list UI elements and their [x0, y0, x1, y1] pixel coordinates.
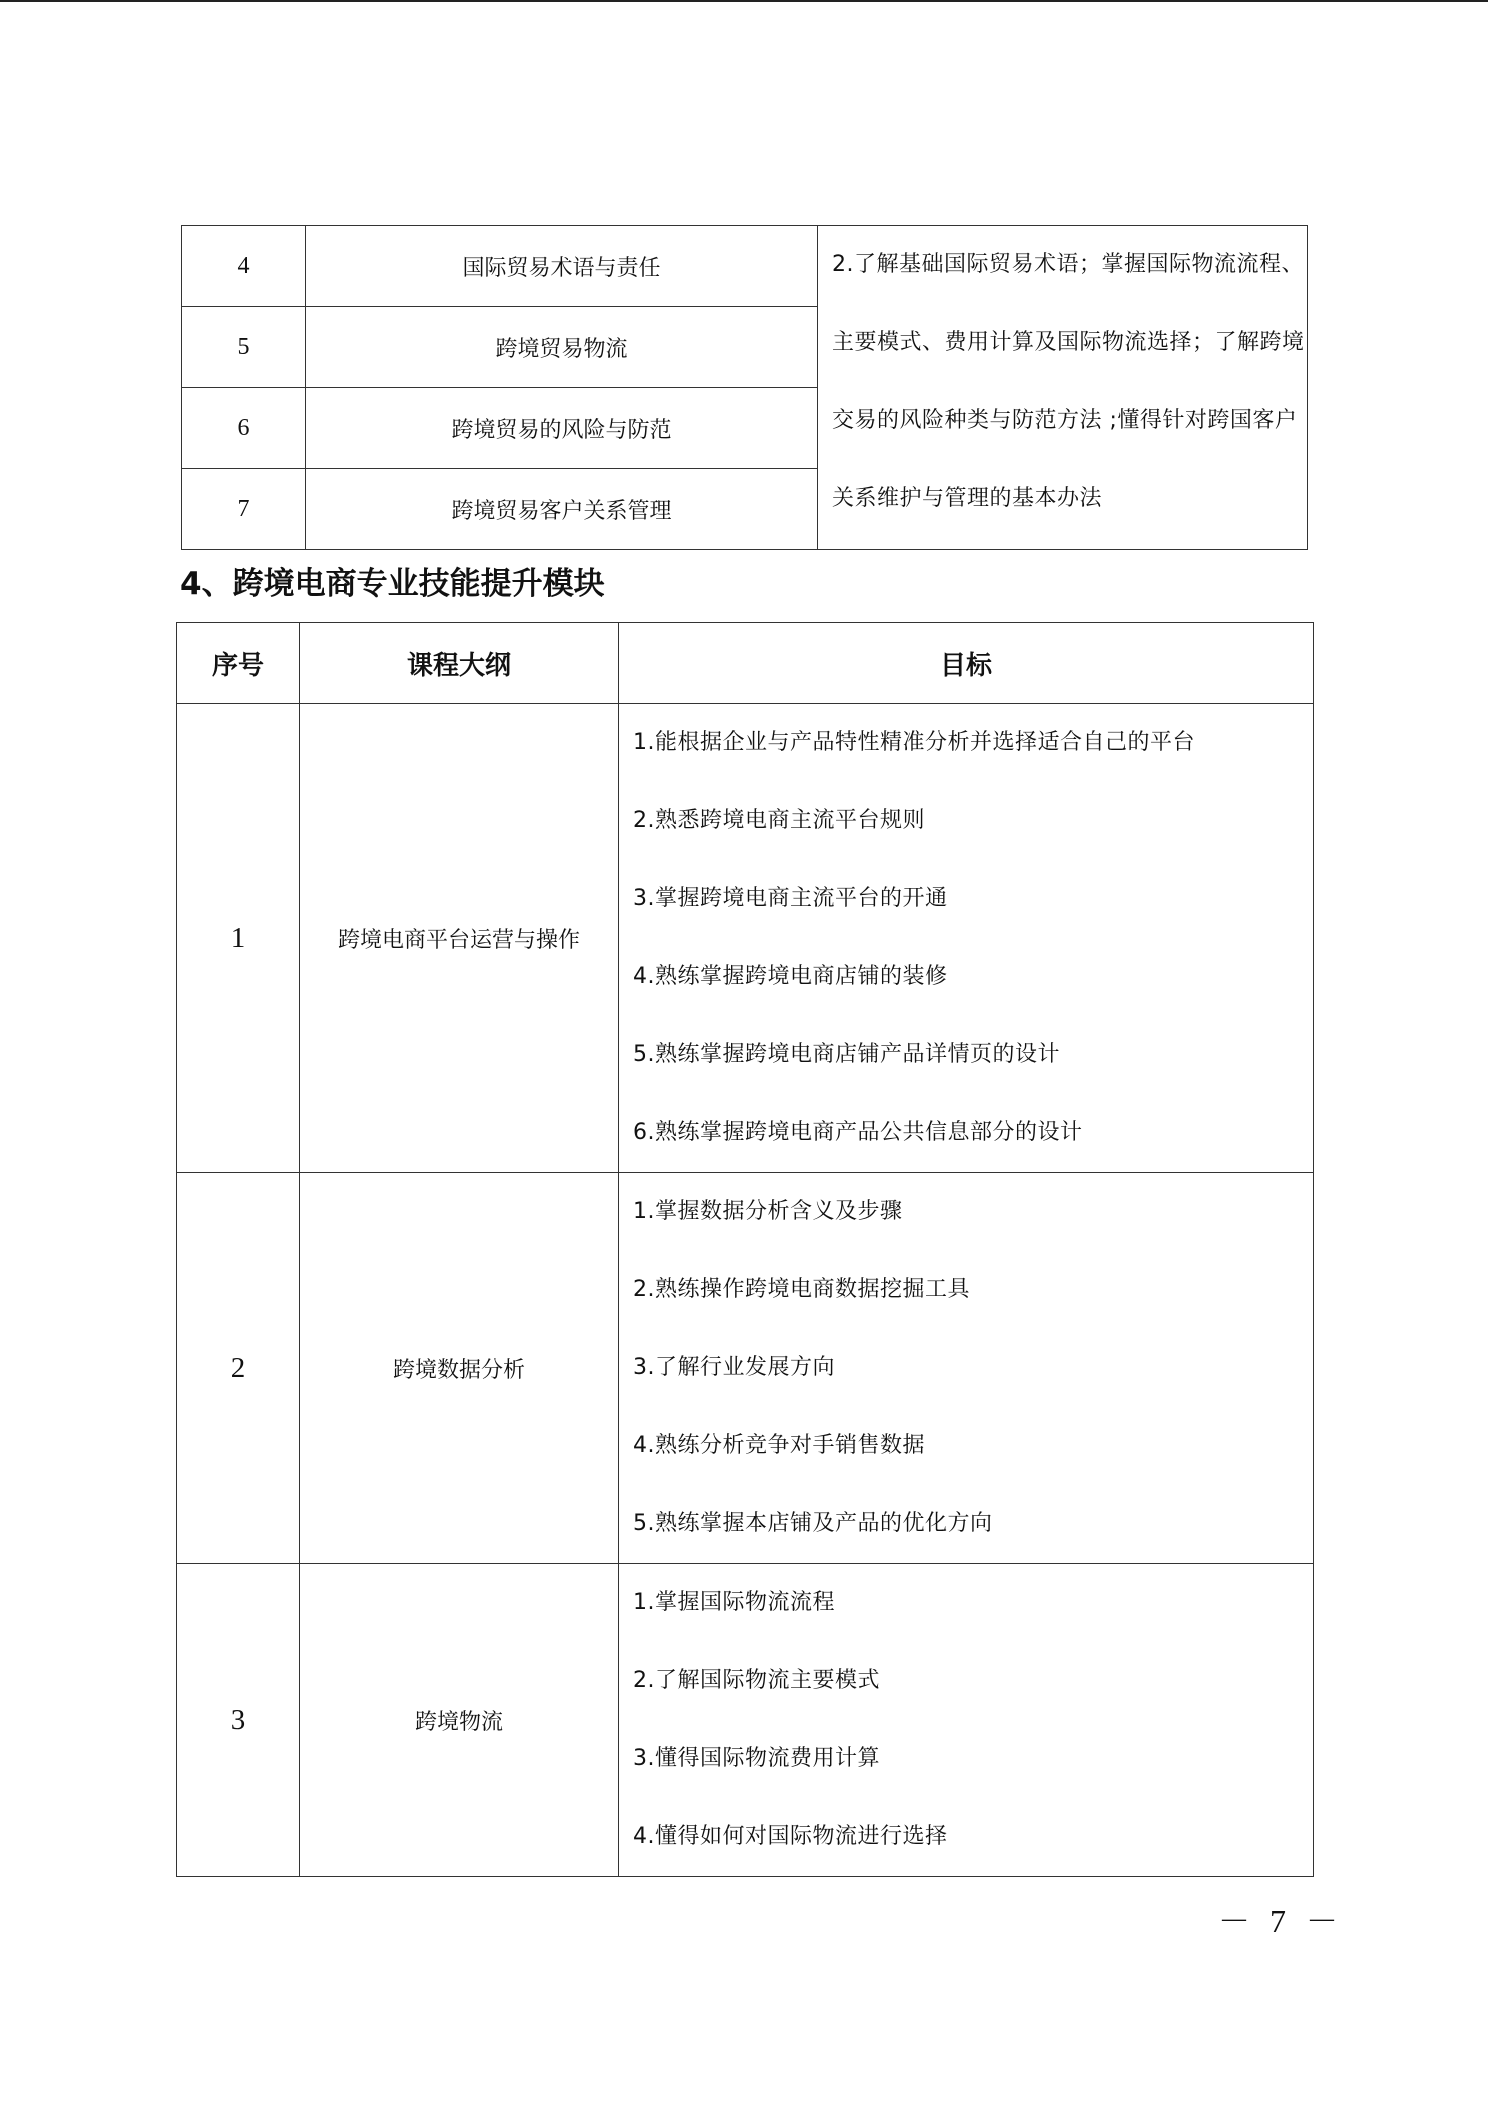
course-name: 跨境贸易客户关系管理 — [306, 469, 818, 550]
row-number: 1 — [177, 704, 300, 1173]
header-number: 序号 — [177, 623, 300, 704]
goal-item: 5.熟练掌握跨境电商店铺产品详情页的设计 — [633, 1042, 1060, 1067]
goal-item: 3.懂得国际物流费用计算 — [633, 1746, 880, 1771]
goal-list — [619, 1173, 1314, 1564]
course-name: 国际贸易术语与责任 — [306, 226, 818, 307]
goal-item: 2.熟练操作跨境电商数据挖掘工具 — [633, 1277, 970, 1302]
goal-item: 4.熟练掌握跨境电商店铺的装修 — [633, 964, 948, 989]
course-goal-merged — [818, 226, 1308, 550]
goal-item: 2.熟悉跨境电商主流平台规则 — [633, 808, 925, 833]
page-number: － 7 － — [1218, 1903, 1345, 1939]
skills-module-table — [176, 622, 1314, 1877]
goal-line: 交易的风险种类与防范方法 ;懂得针对跨国客户 — [832, 408, 1298, 433]
goal-line: 关系维护与管理的基本办法 — [832, 486, 1103, 511]
table-row — [177, 704, 1314, 1173]
course-name: 跨境贸易的风险与防范 — [306, 388, 818, 469]
goal-item: 2.了解国际物流主要模式 — [633, 1668, 880, 1693]
goal-item: 5.熟练掌握本店铺及产品的优化方向 — [633, 1511, 993, 1536]
goal-item: 1.掌握国际物流流程 — [633, 1590, 835, 1615]
header-goal: 目标 — [619, 623, 1314, 704]
course-name: 跨境电商平台运营与操作 — [300, 704, 619, 1173]
goal-item: 4.懂得如何对国际物流进行选择 — [633, 1824, 948, 1849]
table-row — [182, 226, 1308, 307]
goal-item: 3.了解行业发展方向 — [633, 1355, 835, 1380]
goal-line: 2.了解基础国际贸易术语；掌握国际物流流程、 — [832, 252, 1304, 277]
table-header-row — [177, 623, 1314, 704]
row-number: 5 — [182, 307, 306, 388]
goal-list — [619, 1564, 1314, 1877]
goal-line: 主要模式、费用计算及国际物流选择；了解跨境 — [832, 330, 1305, 355]
goal-item: 1.掌握数据分析含义及步骤 — [633, 1199, 903, 1224]
header-course-outline: 课程大纲 — [300, 623, 619, 704]
table-row — [177, 1173, 1314, 1564]
row-number: 3 — [177, 1564, 300, 1877]
goal-item: 3.掌握跨境电商主流平台的开通 — [633, 886, 948, 911]
course-name: 跨境贸易物流 — [306, 307, 818, 388]
table-row — [177, 1564, 1314, 1877]
course-name: 跨境物流 — [300, 1564, 619, 1877]
goal-item: 4.熟练分析竞争对手销售数据 — [633, 1433, 925, 1458]
course-name: 跨境数据分析 — [300, 1173, 619, 1564]
course-table-continued — [181, 225, 1308, 550]
goal-item: 1.能根据企业与产品特性精准分析并选择适合自己的平台 — [633, 730, 1195, 755]
row-number: 6 — [182, 388, 306, 469]
row-number: 7 — [182, 469, 306, 550]
section-heading: 4、跨境电商专业技能提升模块 — [180, 566, 605, 602]
row-number: 4 — [182, 226, 306, 307]
goal-item: 6.熟练掌握跨境电商产品公共信息部分的设计 — [633, 1120, 1083, 1145]
goal-list — [619, 704, 1314, 1173]
top-border-line — [0, 0, 1488, 2]
row-number: 2 — [177, 1173, 300, 1564]
